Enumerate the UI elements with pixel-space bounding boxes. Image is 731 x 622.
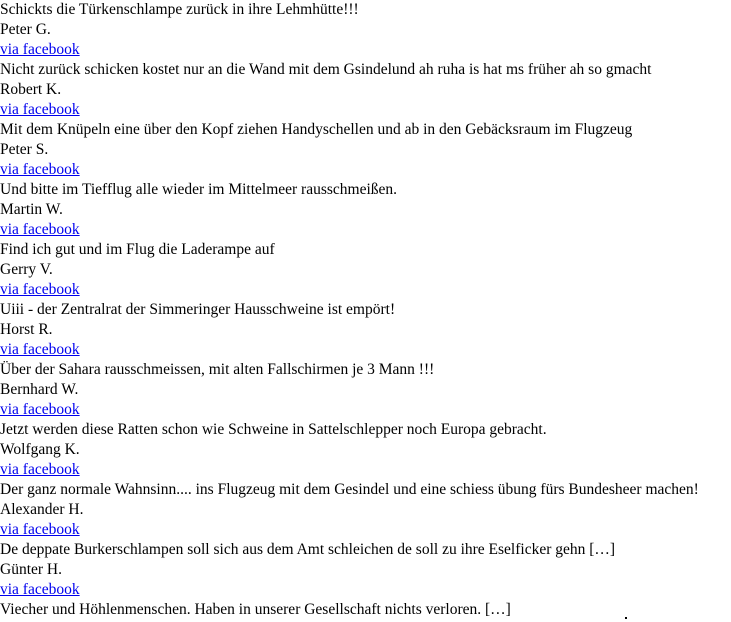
comment-item — [0, 60, 731, 120]
comment-text: Jetzt werden diese Ratten schon wie Schweine in Sattelschlepper noch Europa gebracht. — [0, 421, 547, 438]
comment-text: Find ich gut und im Flug die Laderampe auf — [0, 241, 275, 258]
comment-author: Bernhard W. — [0, 381, 79, 398]
comment-author: Günter H. — [0, 561, 62, 578]
comment-item — [0, 600, 731, 620]
comment-item — [0, 420, 731, 480]
comment-author: Wolfgang K. — [0, 441, 80, 458]
comment-item — [0, 180, 731, 240]
comment-item — [0, 540, 731, 600]
comment-text: Uiii - der Zentralrat der Simmeringer Hausschweine ist empört! — [0, 301, 396, 318]
comment-author: Robert K. — [0, 81, 62, 98]
comment-text: Schickts die Türkenschlampe zurück in ihre Lehmhütte!!! — [0, 1, 359, 18]
via-facebook-link[interactable]: via facebook — [0, 161, 80, 178]
via-facebook-link[interactable]: via facebook — [0, 581, 80, 598]
via-facebook-link[interactable]: via facebook — [0, 221, 80, 238]
comment-text: Nicht zurück schicken kostet nur an die Wand mit dem Gsindelund ah ruha is hat ms früher ah so gmacht — [0, 61, 652, 78]
via-facebook-link[interactable]: via facebook — [0, 281, 80, 298]
comment-text: De deppate Burkerschlampen soll sich aus dem Amt schleichen de soll zu ihre Eselficker gehn […] — [0, 541, 616, 558]
comment-item — [0, 240, 731, 300]
via-facebook-link[interactable]: via facebook — [0, 521, 80, 538]
via-facebook-link[interactable]: via facebook — [0, 341, 80, 358]
comment-author: Horst R. — [0, 321, 53, 338]
via-facebook-link[interactable]: via facebook — [0, 41, 80, 58]
comment-item — [0, 360, 731, 420]
via-facebook-link[interactable]: via facebook — [0, 401, 80, 418]
comment-item — [0, 480, 731, 540]
comment-item — [0, 120, 731, 180]
via-facebook-link[interactable]: via facebook — [0, 101, 80, 118]
comment-text: Und bitte im Tiefflug alle wieder im Mittelmeer rausschmeißen. — [0, 181, 398, 198]
comment-item — [0, 300, 731, 360]
comment-item — [0, 0, 731, 60]
comment-author: Martin W. — [0, 201, 63, 218]
comment-text: Viecher und Höhlenmenschen. Haben in unserer Gesellschaft nichts verloren. […] — [0, 601, 511, 618]
comment-text: Über der Sahara rausschmeissen, mit alten Fallschirmen je 3 Mann !!! — [0, 361, 435, 378]
comment-text: Mit dem Knüpeln eine über den Kopf ziehen Handyschellen und ab in den Gebäcksraum im Flugzeug — [0, 121, 633, 138]
stray-dot — [625, 617, 627, 619]
comment-author: Alexander H. — [0, 501, 84, 518]
comment-author: Peter S. — [0, 141, 49, 158]
comment-author: Gerry V. — [0, 261, 53, 278]
comment-text: Der ganz normale Wahnsinn.... ins Flugzeug mit dem Gesindel und eine schiess übung fürs Bundesheer machen! — [0, 481, 699, 498]
comment-author: Peter G. — [0, 21, 51, 38]
via-facebook-link[interactable]: via facebook — [0, 461, 80, 478]
